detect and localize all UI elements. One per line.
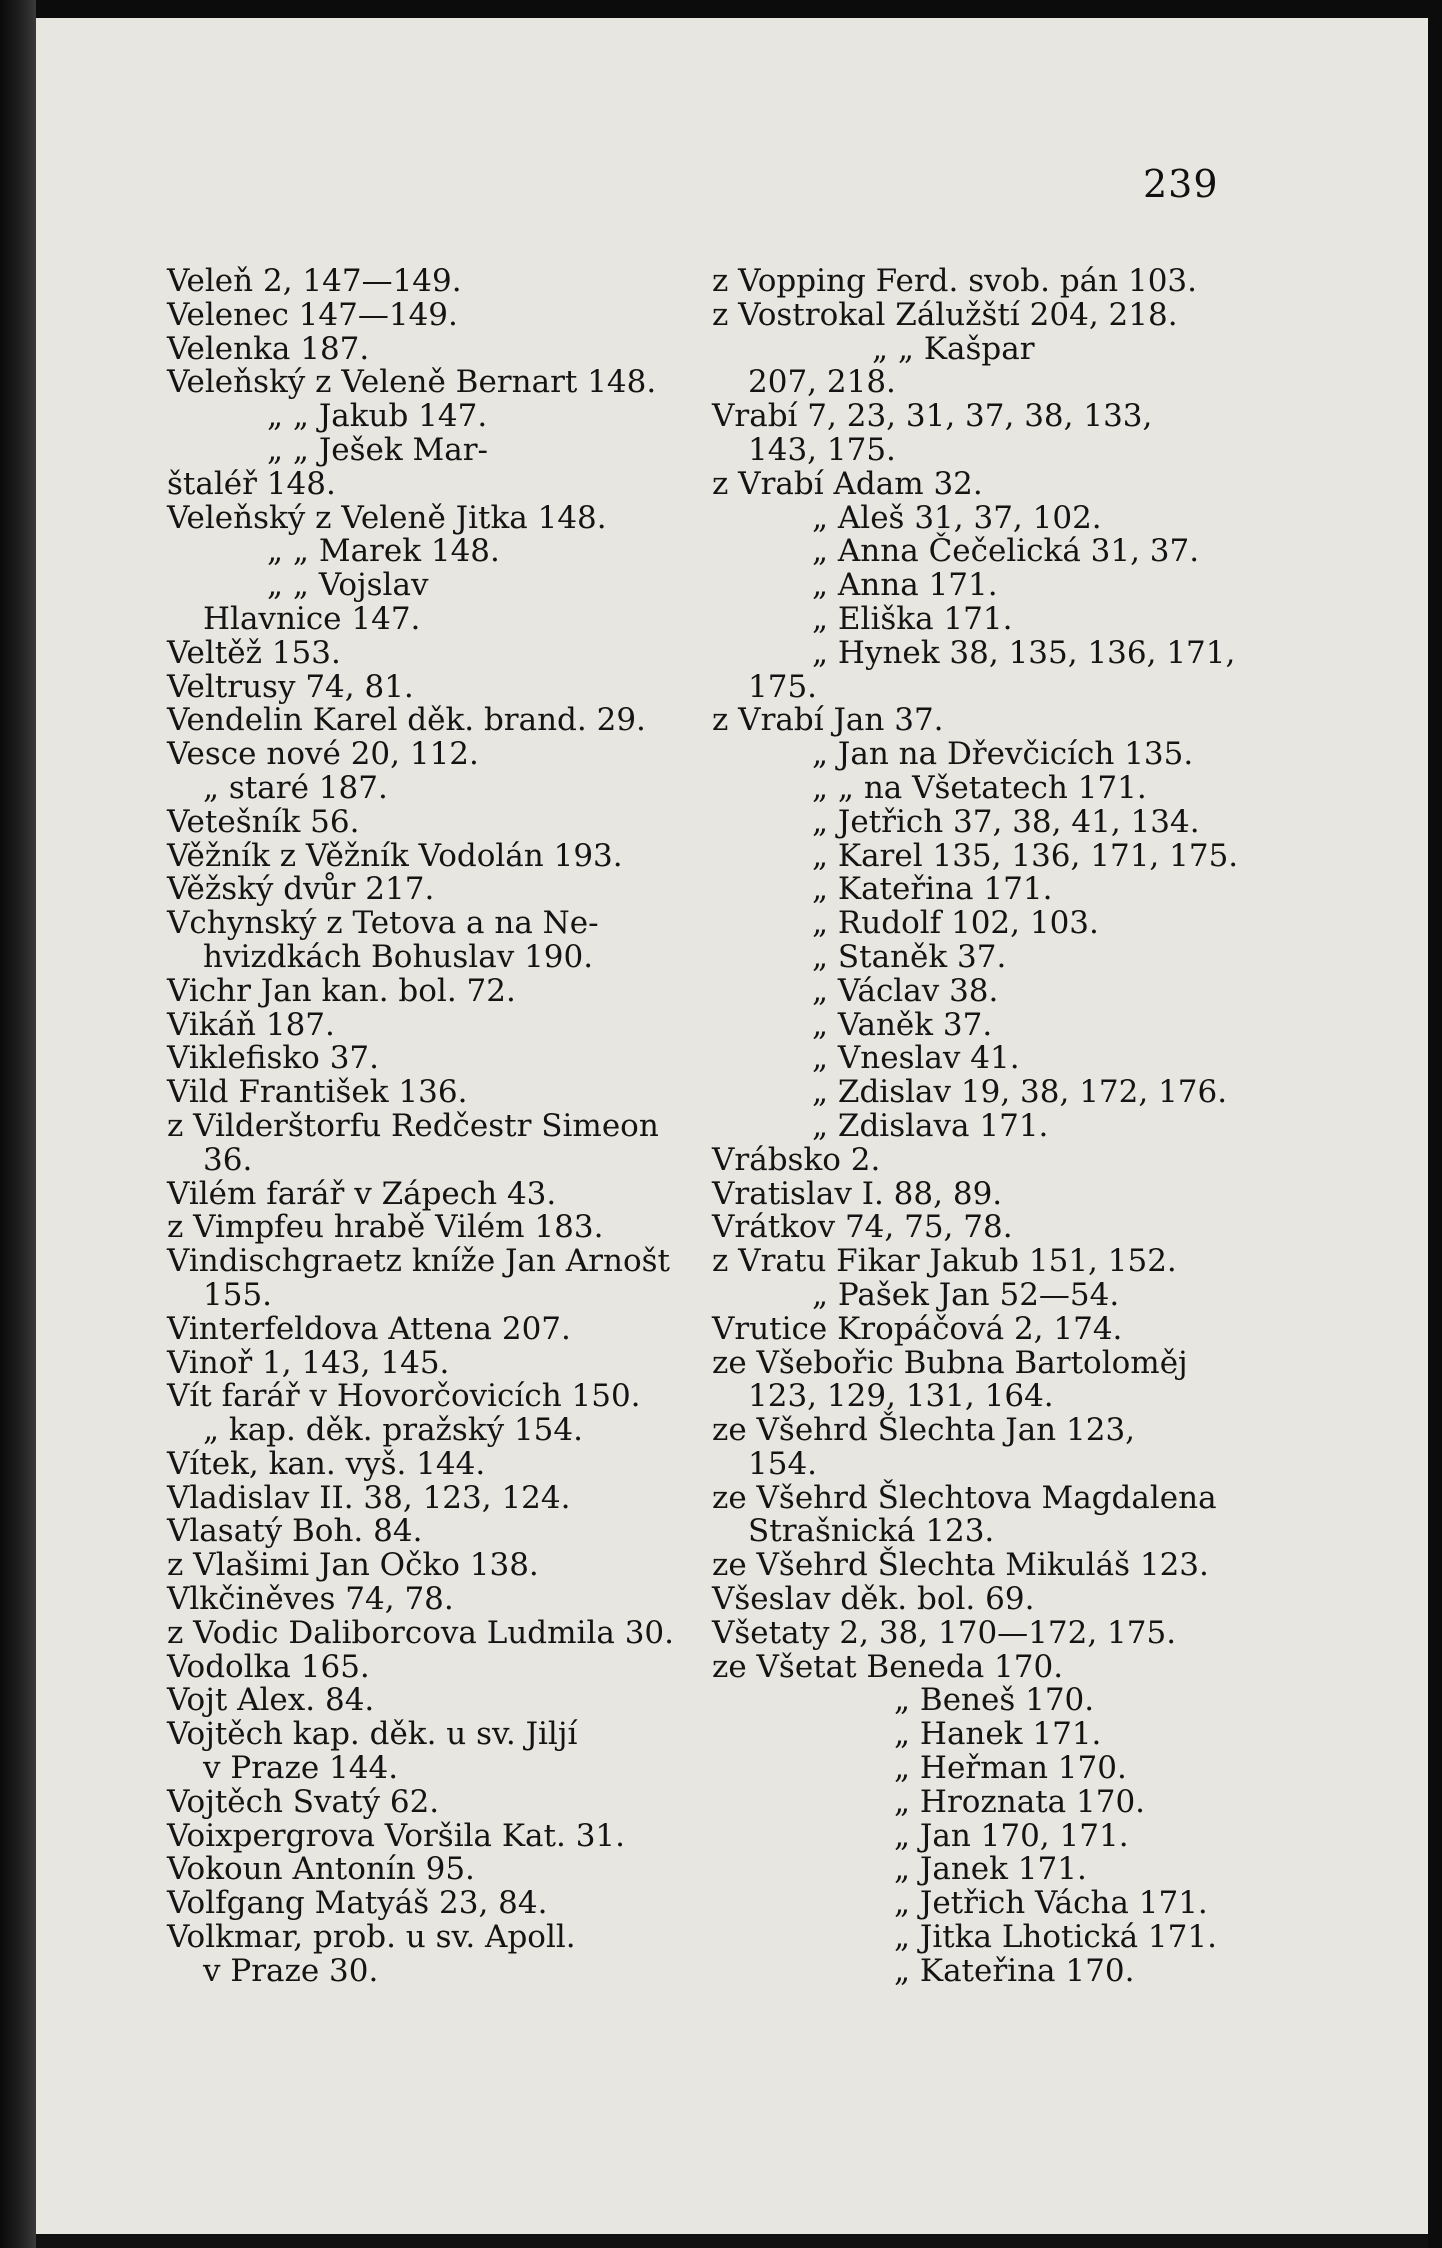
index-entry: Vodolka 165. xyxy=(167,1648,370,1685)
index-entry: „ Heřman 170. xyxy=(894,1750,1127,1787)
index-entry: Vojtěch Svatý 62. xyxy=(167,1783,440,1820)
index-entry: Věžník z Věžník Vodolán 193. xyxy=(167,837,623,874)
index-entry: Vild František 136. xyxy=(167,1074,468,1111)
index-entry: Veleňský z Veleně Jitka 148. xyxy=(167,499,607,536)
index-entry: „ Zdislav 19, 38, 172, 176. xyxy=(812,1074,1228,1111)
index-entry: „ Vneslav 41. xyxy=(812,1040,1020,1077)
index-entry: 155. xyxy=(203,1276,273,1313)
index-entry: Všeslav děk. bol. 69. xyxy=(712,1581,1035,1618)
index-entry: „ Hanek 171. xyxy=(894,1716,1102,1753)
index-entry: 123, 129, 131, 164. xyxy=(748,1378,1054,1415)
index-entry: „ Jetřich Vácha 171. xyxy=(894,1885,1208,1922)
index-entry: hvizdkách Bohuslav 190. xyxy=(203,938,594,975)
scan-left-edge xyxy=(0,0,36,2248)
index-entry: „ „ Ješek Mar- xyxy=(267,431,489,468)
index-entry: „ „ Vojslav xyxy=(267,567,429,604)
index-entry: Vlkčiněves 74, 78. xyxy=(167,1581,454,1618)
index-entry: Vilém farář v Zápech 43. xyxy=(167,1175,557,1212)
index-entry: ze Všehrd Šlechta Jan 123, xyxy=(712,1412,1136,1449)
index-entry: Voixpergrova Voršila Kat. 31. xyxy=(167,1817,625,1854)
index-entry: ze Všetat Beneda 170. xyxy=(712,1648,1064,1685)
index-entry: 143, 175. xyxy=(748,431,896,468)
index-entry: z Vilderštorfu Redčestr Simeon xyxy=(167,1107,659,1144)
index-entry: „ Zdislava 171. xyxy=(812,1107,1049,1144)
index-entry: „ Pašek Jan 52—54. xyxy=(812,1276,1120,1313)
index-entry: z Vopping Ferd. svob. pán 103. xyxy=(712,263,1197,299)
index-entry: „ „ Marek 148. xyxy=(267,533,500,570)
index-entry: Veleňský z Veleně Bernart 148. xyxy=(167,364,657,401)
index-entry: „ Jitka Lhotická 171. xyxy=(894,1919,1217,1956)
index-entry: z Vlašimi Jan Očko 138. xyxy=(167,1547,539,1584)
index-entry: Velenec 147—149. xyxy=(167,296,458,333)
index-entry: Vrábsko 2. xyxy=(712,1141,881,1178)
index-entry: Vrutice Kropáčová 2, 174. xyxy=(712,1310,1123,1347)
page-number: 239 xyxy=(1143,162,1219,206)
index-entry: „ Václav 38. xyxy=(812,972,999,1009)
index-entry: v Praze 144. xyxy=(203,1750,399,1787)
index-entry: „ „ Kašpar xyxy=(872,330,1035,367)
index-entry: „ Beneš 170. xyxy=(894,1682,1095,1719)
index-entry: Volkmar, prob. u sv. Apoll. xyxy=(167,1919,576,1956)
index-entry: Vinterfeldova Attena 207. xyxy=(167,1310,571,1347)
index-entry: z Vratu Fikar Jakub 151, 152. xyxy=(712,1243,1177,1280)
index-entry: „ Eliška 171. xyxy=(812,600,1013,637)
index-entry: z Vrabí Jan 37. xyxy=(712,702,944,739)
index-entry: Vindischgraetz kníže Jan Arnošt xyxy=(167,1243,670,1280)
index-entry: Veleň 2, 147—149. xyxy=(167,263,462,299)
index-entry: „ Kateřina 171. xyxy=(812,871,1053,908)
index-entry: „ Vaněk 37. xyxy=(812,1006,993,1043)
index-entry: štaléř 148. xyxy=(167,465,336,502)
index-entry: Vítek, kan. vyš. 144. xyxy=(167,1445,486,1482)
index-entry: „ Hroznata 170. xyxy=(894,1783,1146,1820)
index-entry: Vratislav I. 88, 89. xyxy=(712,1175,1003,1212)
index-column-right xyxy=(712,263,1239,1989)
index-entry: Vesce nové 20, 112. xyxy=(167,736,479,773)
index-entry: Vít farář v Hovorčovicích 150. xyxy=(167,1378,641,1415)
scan-top-edge xyxy=(0,0,1442,18)
index-entry: „ „ na Všetatech 171. xyxy=(812,769,1147,806)
index-entry: Vendelin Karel děk. brand. 29. xyxy=(167,702,646,739)
index-entry: Hlavnice 147. xyxy=(203,600,421,637)
index-entry: Vladislav II. 38, 123, 124. xyxy=(167,1479,571,1516)
index-entry: Vrabí 7, 23, 31, 37, 38, 133, xyxy=(712,398,1153,435)
index-entry: „ kap. děk. pražský 154. xyxy=(203,1412,583,1449)
index-entry: Vokoun Antonín 95. xyxy=(167,1851,475,1888)
index-entry: „ Anna Čečelická 31, 37. xyxy=(812,533,1200,570)
index-entry: Veltěž 153. xyxy=(167,634,341,671)
index-entry: „ Janek 171. xyxy=(894,1851,1087,1888)
index-entry: „ Aleš 31, 37, 102. xyxy=(812,499,1102,536)
index-entry: z Vodic Daliborcova Ludmila 30. xyxy=(167,1614,674,1651)
index-entry: 207, 218. xyxy=(748,364,896,401)
index-entry: „ Jan 170, 171. xyxy=(894,1817,1129,1854)
index-entry: Vojtěch kap. děk. u sv. Jiljí xyxy=(167,1716,578,1753)
index-entry: „ Jetřich 37, 38, 41, 134. xyxy=(812,803,1200,840)
index-entry: 36. xyxy=(203,1141,253,1178)
index-entry: Vichr Jan kan. bol. 72. xyxy=(167,972,516,1009)
index-column-left xyxy=(167,263,674,1989)
index-entry: Vinoř 1, 143, 145. xyxy=(167,1344,450,1381)
index-entry: Všetaty 2, 38, 170—172, 175. xyxy=(712,1614,1177,1651)
index-entry: „ Jan na Dřevčicích 135. xyxy=(812,736,1194,773)
index-entry: Viklefisko 37. xyxy=(167,1040,379,1077)
index-entry: „ Anna 171. xyxy=(812,567,998,604)
index-entry: „ Rudolf 102, 103. xyxy=(812,905,1099,942)
index-entry: „ „ Jakub 147. xyxy=(267,398,488,435)
index-entry: Velenka 187. xyxy=(167,330,370,367)
index-entry: Vetešník 56. xyxy=(167,803,360,840)
index-entry: Vikáň 187. xyxy=(167,1006,335,1043)
index-entry: z Vostrokal Zálužští 204, 218. xyxy=(712,296,1178,333)
index-entry: „ Staněk 37. xyxy=(812,938,1007,975)
index-entry: Volfgang Matyáš 23, 84. xyxy=(167,1885,548,1922)
index-entry: 154. xyxy=(748,1445,818,1482)
index-entry: Vojt Alex. 84. xyxy=(167,1682,375,1719)
index-entry: 175. xyxy=(748,668,818,705)
scan-right-edge xyxy=(1428,0,1442,2248)
index-entry: ze Všehrd Šlechtova Magdalena xyxy=(712,1479,1217,1516)
index-entry: v Praze 30. xyxy=(203,1952,379,1989)
index-entry: Vlasatý Boh. 84. xyxy=(167,1513,423,1550)
index-entry: z Vrabí Adam 32. xyxy=(712,465,983,502)
index-entry: ze Všehrd Šlechta Mikuláš 123. xyxy=(712,1547,1209,1584)
index-entry: Strašnická 123. xyxy=(748,1513,995,1550)
index-entry: Vchynský z Tetova a na Ne- xyxy=(167,905,599,942)
index-entry: Vrátkov 74, 75, 78. xyxy=(712,1209,1013,1246)
index-entry: Veltrusy 74, 81. xyxy=(167,668,414,705)
index-entry: „ Karel 135, 136, 171, 175. xyxy=(812,837,1239,874)
index-entry: „ staré 187. xyxy=(203,769,388,806)
index-entry: ze Všebořic Bubna Bartoloměj xyxy=(712,1344,1188,1381)
index-entry: Věžský dvůr 217. xyxy=(167,871,435,908)
index-entry: „ Hynek 38, 135, 136, 171, xyxy=(812,634,1236,671)
index-entry: „ Kateřina 170. xyxy=(894,1952,1135,1989)
index-entry: z Vimpfeu hrabě Vilém 183. xyxy=(167,1209,604,1246)
